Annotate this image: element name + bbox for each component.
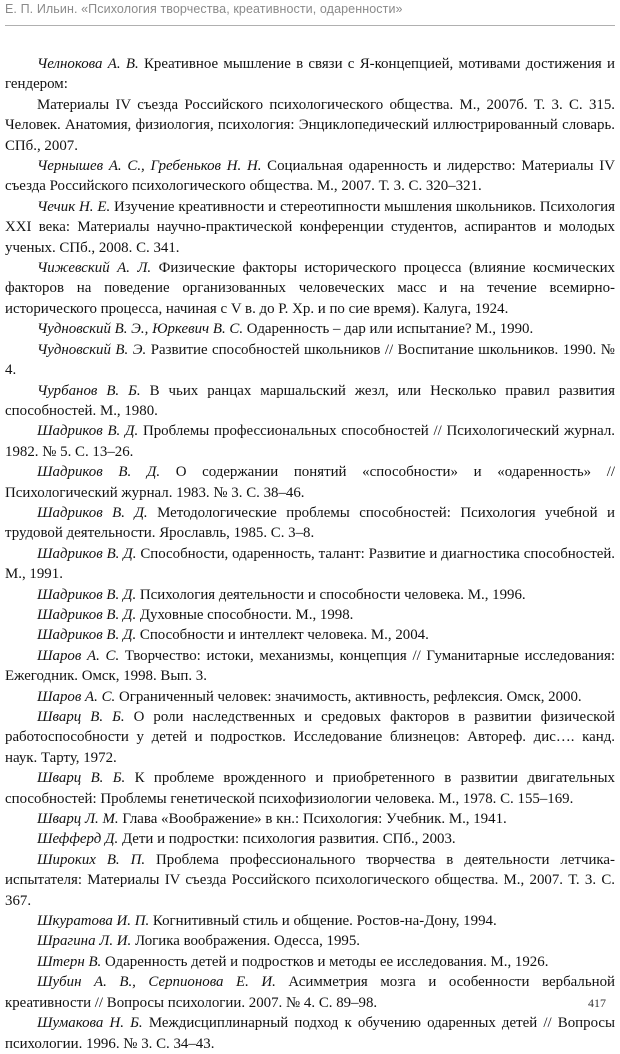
reference-author: Шкуратова И. П. (37, 913, 150, 930)
reference-entry (5, 462, 615, 503)
reference-text: Проблема профессионального творчества в деятельности летчика-испытателя: Материалы IV съезда Российского психологического общества. М., 2007. Т. 3. С. 367. (5, 851, 615, 909)
reference-text: Способности и интеллект человека. М., 2004. (136, 627, 429, 644)
reference-entry (5, 911, 615, 931)
reference-author: Шварц В. Б. (37, 770, 126, 787)
reference-text: В чьих ранцах маршальский жезл, или Несколько правил развития способностей. М., 1980. (5, 382, 615, 419)
reference-author: Шефферд Д. (37, 831, 119, 848)
reference-author: Чудновский В. Э. (37, 341, 147, 358)
reference-author: Штерн В. (37, 953, 102, 970)
reference-entry (5, 585, 615, 605)
reference-author: Челнокова А. В. (37, 56, 139, 72)
reference-author: Шадриков В. Д. (37, 606, 137, 623)
reference-text: Логика воображения. Одесса, 1995. (131, 933, 361, 950)
reference-text: Физические факторы исторического процесса (влияние космических факторов на поведение организованных человеческих масс и на течение всемирно-исторического процесса, начиная с V в. до Р. Хр. и по сие время). Калуга, 1924. (5, 260, 615, 317)
reference-text: Развитие способностей школьников // Воспитание школьников. 1990. № 4. (5, 341, 615, 379)
reference-text: Духовные способности. М., 1998. (136, 606, 354, 623)
running-title: Е. П. Ильин. «Психология творчества, креативности, одаренности» (5, 2, 403, 16)
reference-author: Шубин А. В., Серпионова Е. И. (37, 974, 276, 991)
reference-entry (5, 850, 615, 911)
reference-entry (5, 319, 615, 339)
reference-text: Психология деятельности и способности человека. М., 1996. (136, 586, 526, 603)
page-header (5, 1, 615, 26)
reference-entry (5, 340, 615, 381)
reference-entry (5, 931, 615, 951)
reference-text: К проблеме врожденного и приобретенного в развитии двигательных способностей: Проблемы генетической психофизиологии человека. М., 1978. С. 155–169. (5, 770, 616, 807)
reference-author: Шадриков В. Д. (37, 627, 137, 644)
reference-entry (5, 503, 615, 544)
reference-author: Шадриков В. Д. (37, 545, 137, 562)
reference-entry (5, 421, 615, 462)
reference-author: Шадриков В. Д. (37, 423, 139, 440)
reference-text: Способности, одаренность, талант: Развитие и диагностика способностей. М., 1991. (5, 545, 616, 583)
reference-entry (5, 381, 615, 422)
reference-text: Творчество: истоки, механизмы, концепция // Гуманитарные исследования: Ежегодник. Омск, 1998. Вып. 3. (5, 647, 616, 685)
reference-text: Ограниченный человек: значимость, активность, рефлексия. Омск, 2000. (115, 688, 582, 705)
reference-text: Методологические проблемы способностей: Психология учебной и трудовой деятельности. Ярославль, 1985. С. 3–8. (5, 504, 615, 542)
reference-text: Изучение креативности и стереотипности мышления школьников. Психология XXI века: Материалы научно-практической конференции студентов, аспирантов и молодых ученых. СПб., 2008. С. 341. (5, 198, 615, 256)
reference-text: Глава «Воображение» в кн.: Психология: Учебник. М., 1941. (118, 811, 507, 828)
reference-author: Шаров А. С. (37, 688, 116, 705)
page-number: 417 (588, 996, 606, 1010)
reference-entry (5, 1013, 615, 1054)
reference-author: Широких В. П. (37, 851, 146, 868)
reference-text: Междисциплинарный подход к обучению одаренных детей // Вопросы психологии. 1996. № 3. С. 34–43. (5, 1015, 616, 1052)
reference-author: Шрагина Л. И. (37, 933, 132, 950)
reference-author: Чечик Н. Е. (37, 198, 111, 215)
reference-text: Когнитивный стиль и общение. Ростов-на-Дону, 1994. (149, 913, 497, 930)
reference-entry (5, 707, 615, 768)
reference-entry (5, 95, 615, 156)
reference-text: О содержании понятий «способности» и «одаренность» // Психологический журнал. 1983. № 3. С. 38–46. (5, 464, 615, 501)
reference-text: Дети и подростки: психология развития. СПб., 2003. (118, 831, 456, 848)
reference-text: Одаренность детей и подростков и методы ее исследования. М., 1926. (101, 953, 549, 970)
reference-text: О роли наследственных и средовых факторов в развитии физической работоспособности у детей и подростков. Исследование близнецов: Автореф. дис…. канд. наук. Тарту, 1972. (5, 709, 616, 766)
reference-entry (5, 972, 615, 1013)
reference-author: Чернышев А. С., Гребеньков Н. Н. (37, 158, 262, 175)
reference-author: Шумакова Н. Б. (37, 1015, 143, 1032)
reference-text: Одаренность – дар или испытание? М., 1990. (243, 321, 534, 338)
reference-entry (5, 952, 615, 972)
reference-text: Креативное мышление в связи с Я-концепцией, мотивами достижения и гендером: (5, 56, 616, 93)
reference-author: Чижевский А. Л. (37, 260, 152, 277)
reference-text: Социальная одаренность и лидерство: Материалы IV съезда Российского психологического общества. М., 2007. Т. 3. С. 320–321. (5, 158, 616, 195)
reference-entry (5, 646, 615, 687)
reference-author: Шадриков В. Д. (37, 464, 161, 481)
reference-author: Шварц В. Б. (37, 709, 125, 725)
reference-author: Шаров А. С. (37, 647, 120, 664)
reference-entry (5, 544, 615, 585)
reference-entry (5, 156, 615, 197)
reference-list (5, 54, 615, 1054)
reference-entry (5, 687, 615, 707)
reference-entry (5, 197, 615, 258)
reference-author: Шварц Л. М. (37, 811, 119, 828)
reference-author: Шадриков В. Д. (37, 504, 148, 521)
reference-text: Материалы IV съезда Российского психологического общества. М., 2007б. Т. 3. С. 315. Человек. Анатомия, физиология, психология: Энциклопедический иллюстрированный словарь. СПб., 2007. (5, 96, 615, 154)
reference-entry (5, 768, 615, 809)
reference-entry (5, 809, 615, 829)
reference-text: Проблемы профессиональных способностей // Психологический журнал. 1982. № 5. С. 13–26. (5, 423, 616, 460)
reference-author: Чурбанов В. Б. (37, 382, 141, 399)
reference-entry (5, 829, 615, 849)
reference-author: Шадриков В. Д. (37, 586, 137, 603)
reference-entry (5, 258, 615, 319)
reference-text: Асимметрия мозга и особенности вербальной креативности // Вопросы психологии. 2007. № 4. С. 89–98. (5, 974, 615, 1011)
reference-author: Чудновский В. Э., Юркевич В. С. (37, 321, 244, 338)
reference-entry (5, 605, 615, 625)
reference-entry (5, 625, 615, 645)
reference-entry (5, 54, 615, 95)
